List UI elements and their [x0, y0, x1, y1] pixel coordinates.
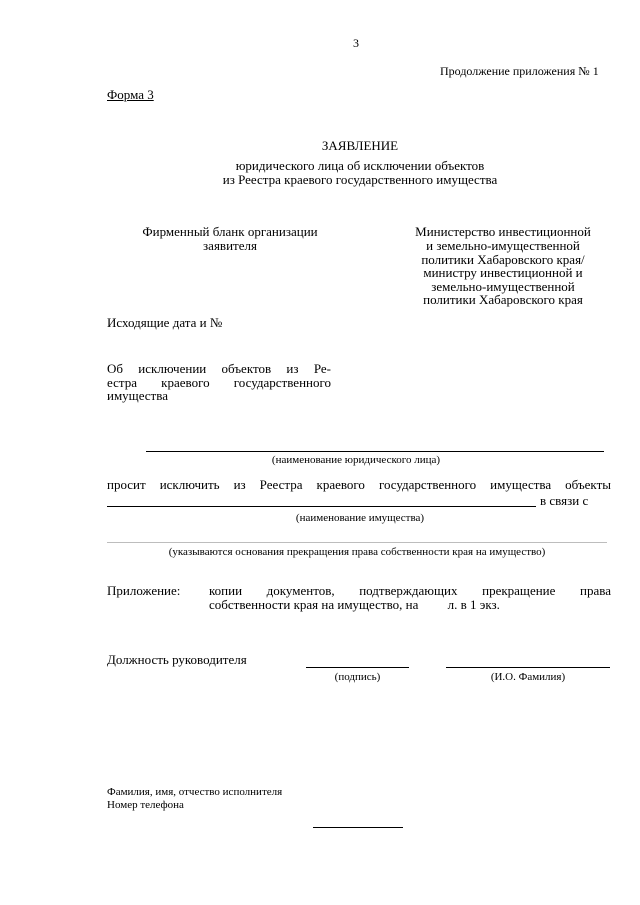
due-to-text: в связи с — [540, 493, 589, 508]
attachment-line2: собственности края на имущество, на л. в 1 экз. — [209, 597, 500, 612]
document-title: ЗАЯВЛЕНИЕ — [321, 138, 399, 153]
addressee-line6: политики Хабаровского края — [423, 292, 583, 307]
property-name-line[interactable] — [107, 506, 536, 507]
addressee-line3: политики Хабаровского края/ — [421, 252, 585, 267]
name-caption: (И.О. Фамилия) — [490, 671, 566, 683]
outgoing-date-number: Исходящие дата и № — [107, 315, 223, 330]
grounds-line[interactable] — [107, 542, 607, 543]
form-label: Форма 3 — [107, 87, 154, 102]
name-line[interactable] — [446, 667, 610, 668]
addressee-line2: и земельно-имущественной — [426, 238, 580, 253]
letterhead-line1: Фирменный бланк организации — [142, 224, 318, 239]
legal-entity-name-line[interactable] — [146, 451, 604, 452]
subject-line2: естра краевого государственного — [107, 375, 331, 390]
document-subtitle-line1: юридического лица об исключении объектов — [235, 158, 485, 173]
document-subtitle-line2: из Реестра краевого государственного имущества — [222, 172, 498, 187]
continuation-note: Продолжение приложения № 1 — [440, 64, 599, 78]
addressee-line5: земельно-имущественной — [431, 279, 575, 294]
subject-line1: Об исключении объектов из Ре- — [107, 361, 331, 376]
signature-caption: (подпись) — [334, 671, 381, 683]
executor-name: Фамилия, имя, отчество исполнителя — [107, 786, 283, 798]
head-position-label: Должность руководителя — [107, 652, 247, 667]
property-caption: (наименование имущества) — [295, 512, 425, 524]
page-number: 3 — [353, 36, 359, 50]
request-text: просит исключить из Реестра краевого государственного имущества объекты — [107, 477, 611, 492]
grounds-caption: (указываются основания прекращения права собственности края на имущество) — [168, 546, 546, 558]
attachment-line1: копии документов, подтверждающих прекращение права — [209, 583, 611, 598]
phone-number: Номер телефона — [107, 799, 184, 811]
letterhead-line2: заявителя — [203, 238, 257, 253]
addressee-line4: министру инвестиционной и — [423, 265, 583, 280]
attachment-label: Приложение: — [107, 583, 181, 598]
legal-entity-caption: (наименование юридического лица) — [271, 454, 441, 466]
signature-line[interactable] — [306, 667, 409, 668]
addressee-line1: Министерство инвестиционной — [415, 224, 591, 239]
subject-line3: имущества — [107, 388, 168, 403]
footer-rule — [313, 827, 403, 828]
